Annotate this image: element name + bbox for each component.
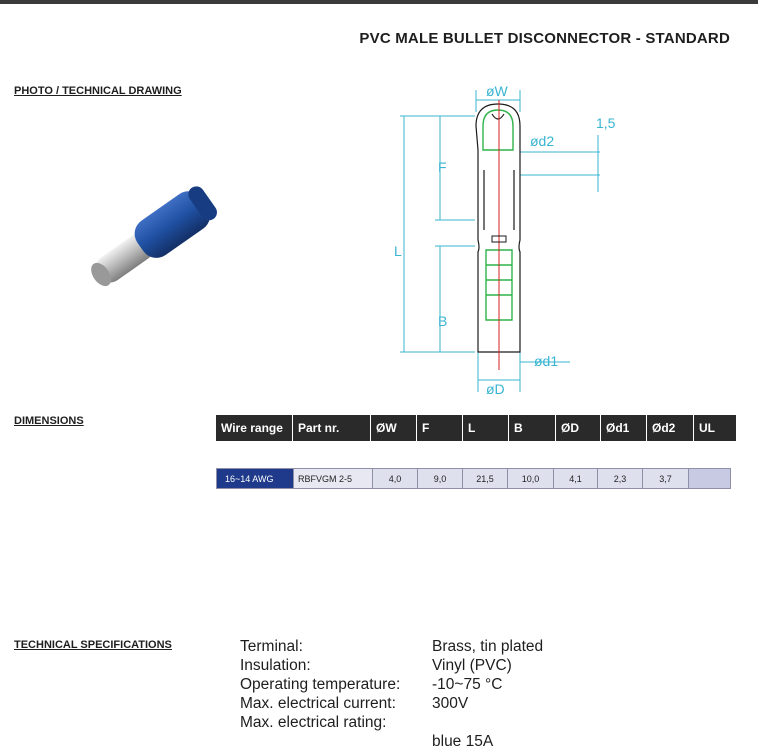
spec-value: blue 15A [432, 733, 494, 750]
spec-key: Max. electrical current: [240, 695, 396, 712]
cell-wire-range: 16~14 AWG [217, 469, 294, 489]
spec-value: Brass, tin plated [432, 638, 544, 655]
cell-d: 4,1 [554, 469, 598, 489]
dimensions-table [216, 468, 731, 489]
header-ul: UL [694, 415, 737, 441]
label-l: L [394, 243, 402, 259]
spec-key: Terminal: [240, 638, 303, 655]
label-w: øW [486, 83, 508, 99]
header-f: F [417, 415, 463, 441]
spec-value: -10~75 °C [432, 676, 503, 693]
spec-row [240, 656, 543, 675]
product-photo [14, 160, 284, 310]
label-b: B [438, 313, 448, 329]
spec-row [240, 637, 543, 656]
header-d2: Ød2 [647, 415, 694, 441]
specs-list [240, 637, 543, 751]
cell-w: 4,0 [373, 469, 418, 489]
spec-value: 300V [432, 695, 469, 712]
header-part-nr: Part nr. [293, 415, 371, 441]
spec-row [240, 694, 543, 713]
cell-l: 21,5 [463, 469, 508, 489]
label-d: øD [486, 381, 505, 397]
label-f: F [438, 159, 447, 175]
header-b: B [509, 415, 556, 441]
spec-key: Max. electrical rating: [240, 714, 387, 731]
header-wire-range: Wire range [216, 415, 293, 441]
cell-ul [689, 469, 731, 489]
page-title: PVC MALE BULLET DISCONNECTOR - STANDARD [359, 30, 730, 47]
spec-row [240, 713, 543, 732]
label-d1: ød1 [534, 353, 559, 369]
header-l: L [463, 415, 509, 441]
cell-d2: 3,7 [643, 469, 689, 489]
label-d2: ød2 [530, 133, 555, 149]
spec-key: Operating temperature: [240, 676, 401, 693]
top-bar [0, 0, 758, 4]
spec-row [240, 675, 543, 694]
header-w: ØW [371, 415, 417, 441]
header-d1: Ød1 [601, 415, 647, 441]
spec-key [240, 732, 432, 751]
cell-f: 9,0 [418, 469, 463, 489]
section-dimensions-label: DIMENSIONS [14, 415, 84, 427]
section-photo-label: PHOTO / TECHNICAL DRAWING [14, 85, 182, 97]
cell-d1: 2,3 [598, 469, 643, 489]
spec-row [240, 732, 543, 751]
table-row [217, 469, 731, 489]
spec-value: Vinyl (PVC) [432, 657, 512, 674]
header-d: ØD [556, 415, 601, 441]
technical-drawing [380, 80, 630, 400]
cell-b: 10,0 [508, 469, 554, 489]
label-gap: 1,5 [596, 115, 616, 131]
dimensions-table-header [216, 415, 737, 441]
section-specs-label: TECHNICAL SPECIFICATIONS [14, 639, 172, 651]
spec-key: Insulation: [240, 657, 311, 674]
cell-part-nr: RBFVGM 2-5 [294, 469, 373, 489]
